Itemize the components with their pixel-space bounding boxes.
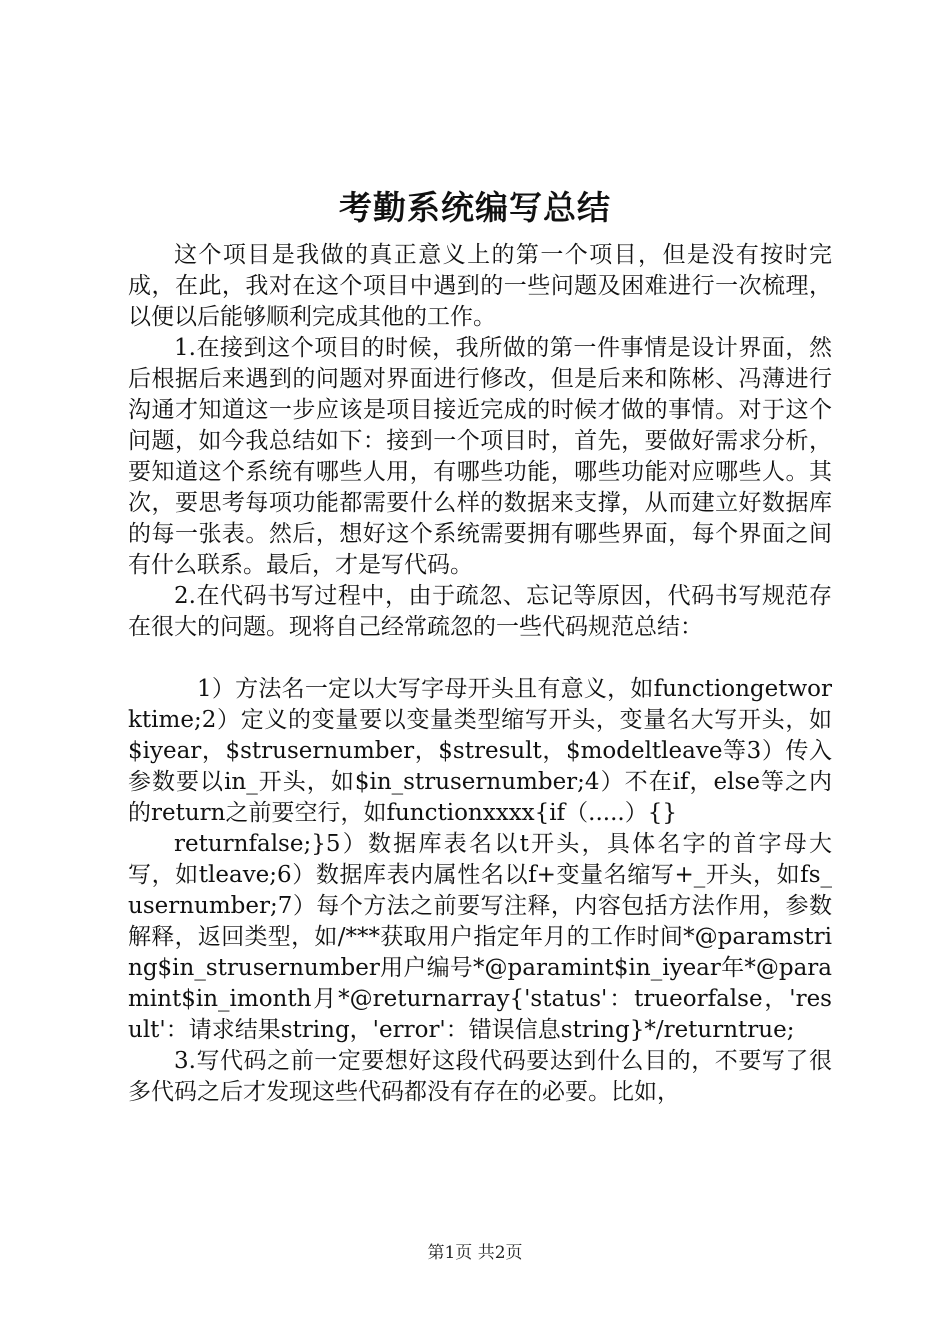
intro-paragraph: 这个项目是我做的真正意义上的第一个项目，但是没有按时完成，在此，我对在这个项目中遇到的一些问题及困难进行一次梳理，以便以后能够顺利完成其他的工作。	[128, 242, 832, 330]
document-title: 考勤系统编写总结	[339, 188, 611, 227]
code-rules-continued-paragraph: returnfalse;}5）数据库表名以t开头，具体名字的首字母大写，如tleave;6）数据库表内属性名以f+变量名缩写+_开头，如fs_usernumber;7）每个方法之前要写注释，内容包括方法作用，参数解释，返回类型，如/***获取用户指定年月的工作时间*@paramstring$in_strusernumber用户编号*@paramint$in_iyear年*@paramint$in_imonth月*@returnarray{'status'：trueorfalse，'result'：请求结果string，'error'：错误信息string}*/returntrue;	[128, 831, 832, 1043]
code-rules-paragraph: 1）方法名一定以大写字母开头且有意义，如functiongetworktime;2）定义的变量要以变量类型缩写开头，变量名大写开头，如$iyear，$strusernumber，$stresult，$modeltleave等3）传入参数要以in_开头，如$in_strusernumber;4）不在if，else等之内的return之前要空行，如functionxxxx{if（.....）{}	[128, 676, 832, 826]
document-body	[128, 240, 832, 1108]
point-1-paragraph: 1.在接到这个项目的时候，我所做的第一件事情是设计界面，然后根据后来遇到的问题对界面进行修改，但是后来和陈彬、冯薄进行沟通才知道这一步应该是项目接近完成的时候才做的事情。对于这个问题，如今我总结如下：接到一个项目时，首先，要做好需求分析，要知道这个系统有哪些人用，有哪些功能，哪些功能对应哪些人。其次，要思考每项功能都需要什么样的数据来支撑，从而建立好数据库的每一张表。然后，想好这个系统需要拥有哪些界面，每个界面之间有什么联系。最后，才是写代码。	[128, 335, 832, 578]
point-2-paragraph: 2.在代码书写过程中，由于疏忽、忘记等原因，代码书写规范存在很大的问题。现将自己经常疏忽的一些代码规范总结：	[128, 583, 832, 640]
point-3-paragraph: 3.写代码之前一定要想好这段代码要达到什么目的，不要写了很多代码之后才发现这些代码都没有存在的必要。比如，	[128, 1048, 832, 1105]
page-number-footer: 第1页 共2页	[427, 1243, 523, 1263]
